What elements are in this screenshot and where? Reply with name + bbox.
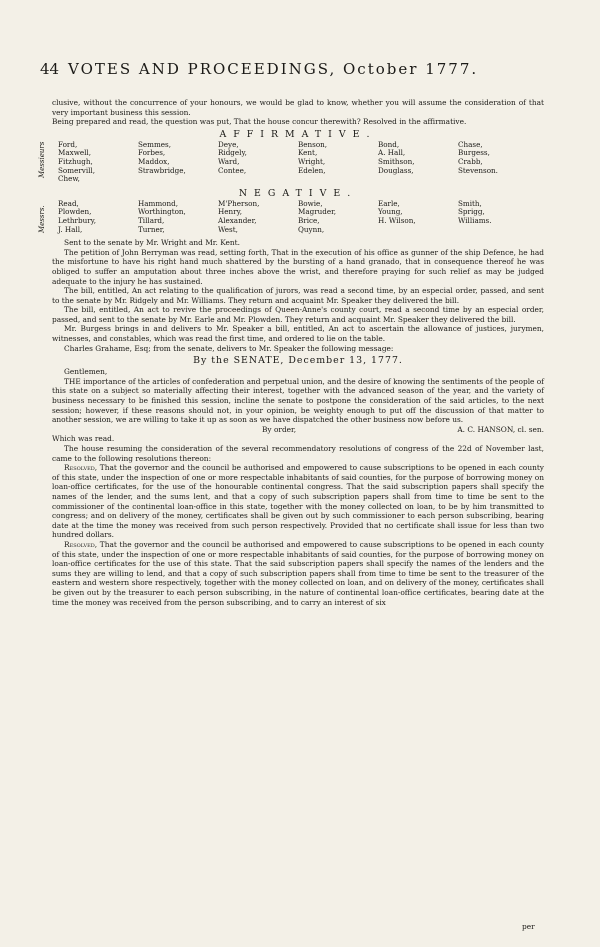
voter-name: Earle, xyxy=(378,198,400,208)
voter-name: Benson, xyxy=(298,139,328,149)
voter-name: Quynn, xyxy=(298,224,325,234)
page-number: 44 xyxy=(40,60,60,78)
sent-to-senate: Sent to the senate by Mr. Wright and Mr. Kent. xyxy=(64,238,240,248)
resolved-lead: Resolved, xyxy=(64,463,98,473)
voter-name: Contee, xyxy=(218,165,247,175)
voter-name: J. Hall, xyxy=(58,224,83,234)
running-head: VOTES AND PROCEEDINGS, October 1777. xyxy=(68,60,479,78)
grahame-message-paragraph: Charles Grahame, Esq; from the senate, delivers to Mr. Speaker the following message: xyxy=(64,343,394,353)
salutation: Gentlemen, xyxy=(64,367,108,377)
voter-name: Brice, xyxy=(298,215,320,225)
affirmative-row xyxy=(58,175,538,184)
page-body xyxy=(38,98,544,607)
voter-name: Magruder, xyxy=(298,207,337,217)
voter-name: Forbes, xyxy=(138,148,166,158)
affirmative-table xyxy=(58,141,538,184)
clerk-signature: A. C. HANSON, cl. sen. xyxy=(457,424,544,434)
voter-name: Plowden, xyxy=(58,207,92,217)
voter-name: Strawbridge, xyxy=(138,165,186,175)
petition-paragraph: The petition of John Berryman was read, setting forth, That in the execution of his office as gunner of the ship Defence, he had the misfortune to have his right hand much shattered by the bursting of a hand granado, that in consequence thereof he was obliged to suffer an amputation about three inches above the wrist, and therefore praying for such relief as may be judged adequate to the injury he has sustained. xyxy=(52,247,544,286)
voter-name: Ridgely, xyxy=(218,148,247,158)
voter-name: Chase, xyxy=(458,139,483,149)
jurors-bill-paragraph: The bill, entitled, An act relating to the qualification of jurors, was read a second time, by an especial order, passed, and sent to the senate by Mr. Ridgely and Mr. Williams. They return and acquaint Mr. Speaker they delivered the bill. xyxy=(52,286,544,305)
voter-name: Turner, xyxy=(138,224,165,234)
voter-name: Maddox, xyxy=(138,156,170,166)
voter-name: Stevenson. xyxy=(458,165,498,175)
negative-list xyxy=(38,198,544,234)
voter-name: Henry, xyxy=(218,207,242,217)
voter-name: Crabb, xyxy=(458,156,483,166)
resolved-lead: Resolved, xyxy=(64,539,98,549)
resolution-text: That the governor and the council be authorised and empowered to cause subscriptions to be opened in each county of this state, under the inspection of one or more respectable inhabitants of said counties, for the purpose of borrowing money on loan-office certificates, for the use of the honourable continental congress. That the said subscription papers shall specify the names of the lender, and the sums lent, and that a copy of such subscription papers shall from time to time be sent to the commissioner of the continental loan-office in this state, together with the money collected on loan, to be by him transmitted to congress; and on delivery of the money, certificates shall be given out by such commissioner to each person subscribing, bearing date at the time the money was received from such person respectively. Provided that no certificate shall issue for less than two hundred dollars. xyxy=(52,463,544,540)
affirmative-list xyxy=(38,139,544,184)
voter-name: Ford, xyxy=(58,139,78,149)
affirmative-row xyxy=(58,167,538,176)
voter-name: Fitzhugh, xyxy=(58,156,93,166)
voter-name: Young, xyxy=(378,207,403,217)
voter-name: Hammond, xyxy=(138,198,179,208)
resolution-text: That the governor and the council be authorised and empowered to cause subscriptions to be opened in each county of this state, under the inspection of one or more respectable inhabitants of said counties, for the purpose of borrowing money on loan-office certificates for the use of this state. That the said subscription papers shall specify the names of the lenders and the sums they are willing to lend, and that a copy of such subscription papers shall from time to time be sent to the treasurer of the eastern and western shore respectively, together with the money collected on loan, and on delivery of the money, certificates shall be given out by the treasurer to each person subscribing, in the nature of continental loan-office certificates, bearing date at the time the money was received from the person subscribing, and to carry an interest of six xyxy=(52,539,544,607)
voter-name: Ward, xyxy=(218,156,240,166)
negative-heading: NEGATIVE. xyxy=(238,187,358,199)
voter-name: Kent, xyxy=(298,148,318,158)
voter-name: Smith, xyxy=(458,198,482,208)
which-was-read: Which was read. xyxy=(52,434,115,444)
opening-paragraph: clusive, without the concurrence of your honours, we would be glad to know, whether you will assume the consideration of that very important business this session. xyxy=(52,98,544,117)
voter-name: Lethrbury, xyxy=(58,215,97,225)
voter-name: Deye, xyxy=(218,139,239,149)
affirmative-side-label: Messieurs xyxy=(38,141,46,178)
voter-name: A. Hall, xyxy=(378,148,406,158)
voter-name: Alexander, xyxy=(218,215,257,225)
voter-name: Sprigg, xyxy=(458,207,485,217)
queen-annes-bill-paragraph: The bill, entitled, An act to revive the proceedings of Queen-Anne's county court, read a second time by an especial order, passed, and sent to the senate by Mr. Earle and Mr. Plowden. They return and acquaint Mr. Speaker they delivered the bill. xyxy=(52,305,544,324)
voter-name: Somervill, xyxy=(58,165,95,175)
voter-name: Wright, xyxy=(298,156,326,166)
voter-name: H. Wilson, xyxy=(378,215,416,225)
voter-name: Douglass, xyxy=(378,165,414,175)
voter-name: West, xyxy=(218,224,238,234)
negative-table xyxy=(58,200,538,234)
voter-name: M'Pherson, xyxy=(218,198,260,208)
senate-message-text: THE importance of the articles of confederation and perpetual union, and the desire of knowing the sentiments of the people of this state on a subject so materially affecting their interest, together with the advanced season of the year, and the variety of business necessary to be finished this session, incline the senate to postpone the consideration of the said articles, to the next session; however, if these reasons should not, in your opinion, be weighty enough to put off the discussion of that matter to another session, we are willing to take it up as soon as we have dispatched the other business now before us. xyxy=(52,376,544,425)
affirmative-heading: AFFIRMATIVE. xyxy=(219,128,377,140)
voter-name: Chew, xyxy=(58,174,80,184)
resolution-1 xyxy=(52,463,544,540)
negative-side-label: Messrs. xyxy=(38,204,46,233)
resuming-paragraph: The house resuming the consideration of the several recommendatory resolutions of congress of the 22d of November last, came to the following resolutions thereon: xyxy=(52,444,544,463)
question-paragraph: Being prepared and read, the question was put, That the house concur therewith? Resolved in the affirmative. xyxy=(52,117,467,127)
voter-name: Worthington, xyxy=(138,207,186,217)
voter-name: Bond, xyxy=(378,139,400,149)
voter-name: Semmes, xyxy=(138,139,172,149)
catchword: per xyxy=(522,922,535,931)
negative-row xyxy=(58,226,538,235)
burgess-bill-paragraph: Mr. Burgess brings in and delivers to Mr. Speaker a bill, entitled, An act to ascertain the allowance of justices, jurymen, witnesses, and constables, which was read the first time, and ordered to lie on the table. xyxy=(52,324,544,344)
voter-name: Edelen, xyxy=(298,165,326,175)
voter-name: Bowie, xyxy=(298,198,323,208)
voter-name: Williams. xyxy=(458,215,492,225)
voter-name: Smithson, xyxy=(378,156,415,166)
voter-name: Tillard, xyxy=(138,215,165,225)
voter-name: Burgess, xyxy=(458,148,490,158)
senate-message-heading: By the SENATE, December 13, 1777. xyxy=(193,355,403,367)
by-order: By order, xyxy=(262,424,297,434)
signature-line xyxy=(52,425,544,435)
voter-name: Read, xyxy=(58,198,79,208)
voter-name: Maxwell, xyxy=(58,148,91,158)
resolution-2 xyxy=(52,540,544,607)
